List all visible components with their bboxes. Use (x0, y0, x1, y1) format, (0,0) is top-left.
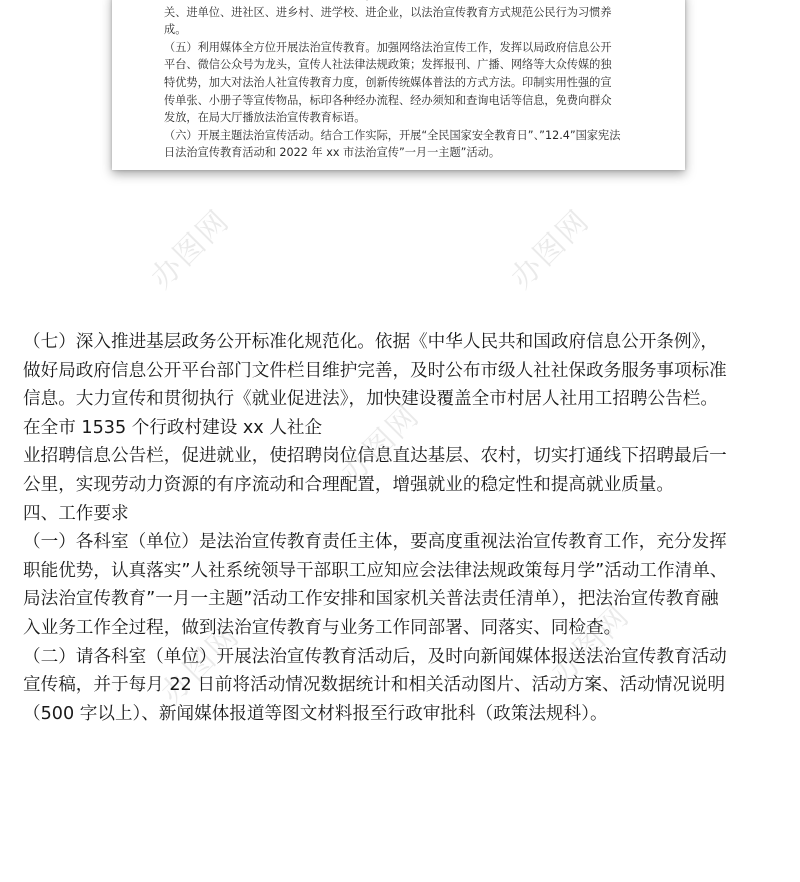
body-line: 入业务工作全过程，做到法治宣传教育与业务工作同部署、同落实、同检查。 (23, 617, 622, 638)
body-line: （一）各科室（单位）是法治宣传教育责任主体，要高度重视法治宣传教育工作，充分发挥 (23, 532, 727, 553)
body-line: 在全市 1535 个行政村建设 xx 人社企 (23, 417, 323, 438)
body-line: 公里，实现劳动力资源的有序流动和合理配置，增强就业的稳定性和提高就业质量。 (23, 474, 674, 495)
body-line: （500 字以上）、新闻媒体报道等图文材料报至行政审批科（政策法规科）。 (23, 703, 608, 724)
section-heading: 四、工作要求 (23, 503, 129, 524)
watermark: 办图网 (504, 203, 597, 296)
watermark: 办图网 (154, 618, 247, 711)
body-line: 局法治宣传教育”一月一主题”活动工作安排和国家机关普法责任清单），把法治宣传教育融 (23, 589, 719, 610)
body-line: 做好局政府信息公开平台部门文件栏目维护完善，及时公布市级人社社保政务服务事项标准 (23, 360, 727, 381)
document-preview-card (112, 0, 685, 170)
preview-line: 传单张、小册子等宣传物品，标印各种经办流程、经办须知和查询电话等信息，免费向群众 (164, 93, 612, 107)
preview-line: 日法治宣传教育活动和 2022 年 xx 市法治宣传”一月一主题”活动。 (164, 146, 501, 160)
preview-text-block (164, 0, 663, 162)
body-line: 职能优势，认真落实”人社系统领导干部职工应知应会法律法规政策每月学”活动工作清单、 (23, 560, 728, 581)
preview-line: 成。 (164, 23, 187, 37)
preview-line: 特优势，加大对法治人社宣传教育力度，创新传统媒体普法的方式方法。印制实用性强的宣 (164, 76, 612, 90)
document-body (23, 328, 783, 728)
watermark: 办图网 (334, 398, 427, 491)
preview-line: 平台、微信公众号为龙头，宣传人社法律法规政策；发挥报刊、广播、网络等大众传媒的独 (164, 58, 612, 72)
body-line: 宣传稿，并于每月 22 日前将活动情况数据统计和相关活动图片、活动方案、活动情况说明 (23, 675, 726, 696)
watermark: 办图网 (144, 203, 237, 296)
body-line: （七）深入推进基层政务公开标准化规范化。依据《中华人民共和国政府信息公开条例》， (23, 332, 718, 352)
body-line: 业招聘信息公告栏，促进就业，使招聘岗位信息直达基层、农村，切实打通线下招聘最后一 (23, 446, 727, 467)
preview-line: （六）开展主题法治宣传活动。结合工作实际，开展“全民国家安全教育日”、”12.4”国家宪法 (164, 128, 621, 142)
watermark: 办图网 (544, 598, 637, 691)
preview-line: 关、进单位、进社区、进乡村、进学校、进企业，以法治宣传教育方式规范公民行为习惯养 (164, 5, 612, 19)
body-line: 信息。大力宣传和贯彻执行《就业促进法》，加快建设覆盖全市村居人社用工招聘公告栏。 (23, 389, 718, 410)
preview-line: （五）利用媒体全方位开展法治宣传教育。加强网络法治宣传工作，发挥以局政府信息公开 (164, 40, 612, 54)
body-line: （二）请各科室（单位）开展法治宣传教育活动后，及时向新闻媒体报送法治宣传教育活动 (23, 646, 727, 667)
preview-line: 发放，在局大厅播放法治宣传教育标语。 (164, 111, 366, 125)
